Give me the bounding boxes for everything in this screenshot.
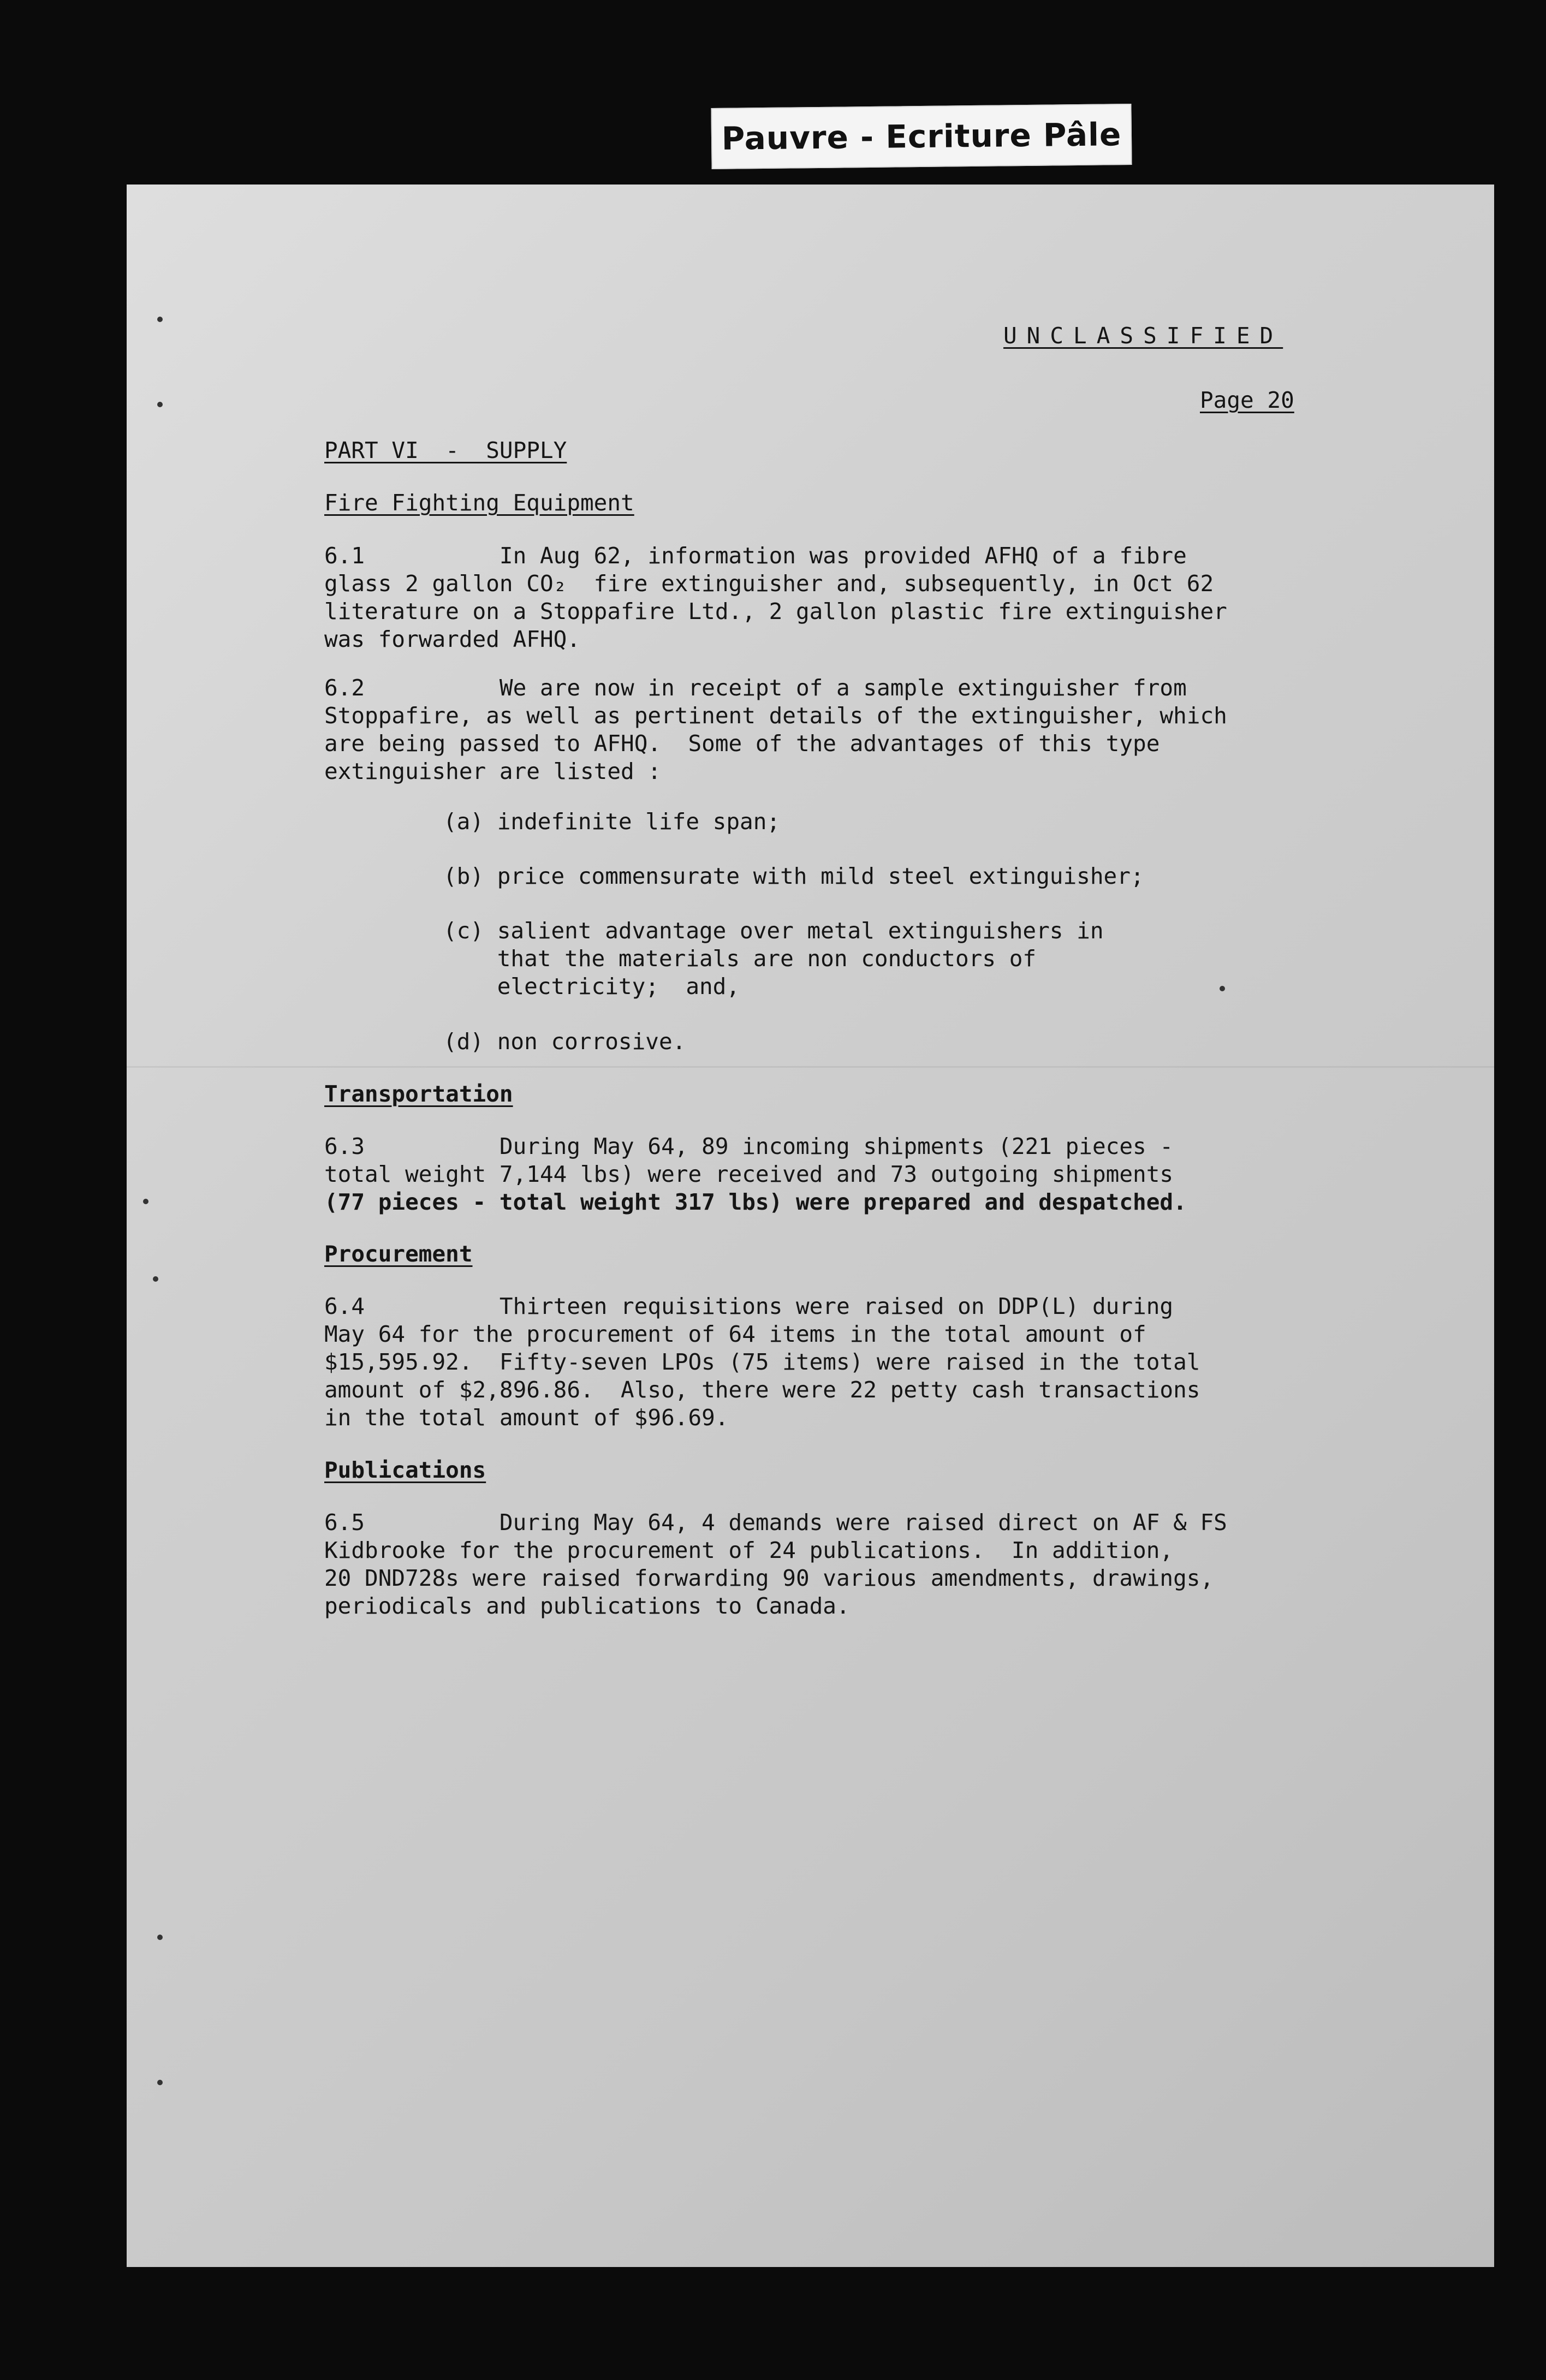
para-6-3-line: 6.3 During May 64, 89 incoming shipments (221 pieces - (324, 1133, 1174, 1159)
para-6-4-line: 6.4 Thirteen requisitions were raised on DDP(L) during (324, 1293, 1174, 1319)
archive-label-strip (711, 104, 1132, 169)
section-heading-transportation: Transportation (324, 1081, 513, 1107)
speck-mark (153, 1276, 158, 1282)
speck-mark (143, 1199, 148, 1204)
para-6-4-line: May 64 for the procurement of 64 items in the total amount of (324, 1321, 1146, 1347)
para-6-1-line: was forwarded AFHQ. (324, 626, 580, 652)
para-6-1-line: 6.1 In Aug 62, information was provided AFHQ of a fibre (324, 543, 1187, 569)
para-6-3-line: (77 pieces - total weight 317 lbs) were prepared and despatched. (324, 1189, 1187, 1215)
speck-mark (157, 317, 163, 322)
para-6-1-line: glass 2 gallon CO₂ fire extinguisher and, subsequently, in Oct 62 (324, 570, 1214, 597)
para-6-3-line: total weight 7,144 lbs) were received and 73 outgoing shipments (324, 1161, 1174, 1187)
archive-label-text: Pauvre - Ecriture Pâle (721, 116, 1122, 157)
section-heading-publications: Publications (324, 1457, 486, 1483)
section-heading-procurement: Procurement (324, 1241, 473, 1267)
para-6-5-line: 6.5 During May 64, 4 demands were raised direct on AF & FS (324, 1509, 1227, 1536)
para-6-1-line: literature on a Stoppafire Ltd., 2 gallon plastic fire extinguisher (324, 598, 1227, 624)
para-6-2-line: are being passed to AFHQ. Some of the advantages of this type (324, 730, 1160, 757)
document-page (127, 185, 1494, 2267)
para-6-2-line: Stoppafire, as well as pertinent details of the extinguisher, which (324, 703, 1227, 729)
para-6-4-line: in the total amount of $96.69. (324, 1405, 729, 1431)
page-fold-line (127, 1066, 1494, 1068)
para-6-2-line: extinguisher are listed : (324, 758, 662, 784)
para-6-5-line: 20 DND728s were raised forwarding 90 various amendments, drawings, (324, 1565, 1214, 1591)
speck-mark (1220, 986, 1225, 991)
part-title: PART VI - SUPPLY (324, 437, 567, 463)
list-item-c-line: (c) salient advantage over metal extinguishers in (443, 918, 1104, 944)
speck-mark (157, 2080, 163, 2085)
list-item-d: (d) non corrosive. (443, 1028, 686, 1055)
para-6-5-line: periodicals and publications to Canada. (324, 1593, 850, 1619)
para-6-5-line: Kidbrooke for the procurement of 24 publications. In addition, (324, 1537, 1174, 1563)
list-item-b: (b) price commensurate with mild steel extinguisher; (443, 863, 1144, 889)
para-6-4-line: amount of $2,896.86. Also, there were 22 petty cash transactions (324, 1377, 1200, 1403)
page-number: Page 20 (1200, 387, 1294, 413)
classification-marking: UNCLASSIFIED (1003, 323, 1283, 349)
para-6-2-line: 6.2 We are now in receipt of a sample extinguisher from (324, 675, 1187, 701)
para-6-4-line: $15,595.92. Fifty-seven LPOs (75 items) were raised in the total (324, 1349, 1200, 1375)
list-item-c-line: that the materials are non conductors of (443, 945, 1037, 972)
list-item-c-line: electricity; and, (443, 973, 740, 999)
section-heading-fire: Fire Fighting Equipment (324, 490, 634, 516)
speck-mark (157, 1935, 163, 1940)
speck-mark (157, 402, 163, 407)
list-item-a: (a) indefinite life span; (443, 808, 781, 835)
